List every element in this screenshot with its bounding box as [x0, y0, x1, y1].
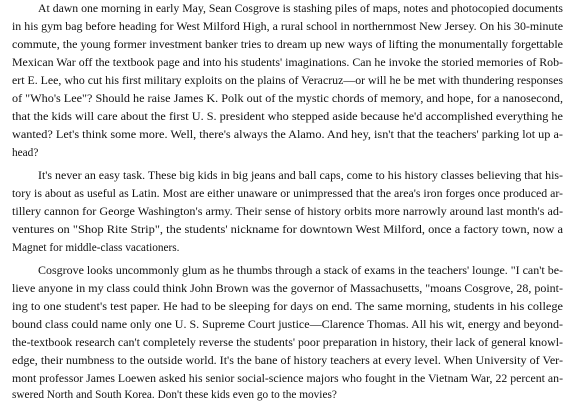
line-text: bound class could name only one U. S. Supreme Court justice—Clarence Thomas. All his wit, energy and beyond-: [12, 319, 563, 331]
text-line: [0, 203, 574, 221]
text-line: [0, 90, 574, 108]
line-text: Magnet for middle-class vacationers.: [12, 242, 180, 254]
line-text: the-textbook research can't completely reverse the students' poor preparation in history, their lack of general knowl-: [12, 337, 563, 349]
text-line: [0, 144, 574, 162]
line-text: lieve anyone in my class could think John Brown was the governor of Massachusetts, "moans Cosgrove, 28, point-: [12, 283, 563, 295]
text-line: [0, 239, 574, 257]
line-text: commute, the young former investment banker tries to dream up new ways of lifting the monumentally forgettable: [12, 39, 563, 51]
line-text: head?: [12, 147, 39, 159]
line-text: that the kids will care about the first U. S. president who stepped aside because he'd accomplished everything he: [12, 111, 563, 123]
text-line: [0, 298, 574, 316]
text-line: [0, 352, 574, 370]
line-text: wanted? Let's think some more. Well, there's always the Alamo. And hey, isn't that the teachers' parking lot up a-: [12, 129, 563, 141]
line-text: tory is about as useful as Latin. Most are either unaware or unimpressed that the area's iron forges once produced ar-: [12, 188, 563, 200]
line-text: ert E. Lee, who cut his first military exploits on the plains of Veracruz—or will he be met with thundering responses: [12, 75, 563, 87]
line-text: Mexican War off the textbook page and into his students' imaginations. Can he invoke the storied memories of Rob-: [12, 57, 563, 69]
text-line: [0, 334, 574, 352]
line-text: swered North and South Korea. Don't these kids even go to the movies?: [12, 389, 337, 401]
line-text: mont professor James Loewen asked his senior social-science majors who fought in the Vietnam War, 22 percent an-: [12, 373, 563, 385]
text-line: [0, 72, 574, 90]
text-line: [0, 262, 574, 280]
text-line: [0, 54, 574, 72]
text-line: [0, 185, 574, 203]
text-line: [0, 0, 574, 18]
line-text: edge, their numbness to the outside world. It's the bane of history teachers at every level. When University of Ver-: [12, 355, 563, 367]
line-text: At dawn one morning in early May, Sean Cosgrove is stashing piles of maps, notes and photocopied documents: [38, 3, 563, 15]
line-text: It's never an easy task. These big kids in big jeans and ball caps, come to his history classes believing that his-: [38, 170, 563, 182]
text-line: [0, 108, 574, 126]
line-text: in his gym bag before heading for West Milford High, a rural school in northernmost New Jersey. On his 30-minute: [12, 21, 563, 33]
text-line: [0, 167, 574, 185]
line-text: ing to one student's test paper. He had to be sleeping for days on end. The same morning, students in his college: [12, 301, 563, 313]
line-text: ventures on "Shop Rite Strip", the students' nickname for downtown West Milford, once a factory town, now a: [12, 224, 563, 236]
line-text: Cosgrove looks uncommonly glum as he thumbs through a stack of exams in the teachers' lounge. "I can't be-: [38, 265, 563, 277]
line-text: tillery cannon for George Washington's army. Their sense of history orbits more narrowly around last month's ad-: [12, 206, 563, 218]
text-line: [0, 18, 574, 36]
text-line: [0, 386, 574, 404]
line-text: of "Who's Lee"? Should he raise James K. Polk out of the mystic chords of memory, and hope, for a nanosecond,: [12, 93, 563, 105]
text-line: [0, 126, 574, 144]
text-line: [0, 316, 574, 334]
text-line: [0, 36, 574, 54]
text-line: [0, 280, 574, 298]
text-line: [0, 221, 574, 239]
